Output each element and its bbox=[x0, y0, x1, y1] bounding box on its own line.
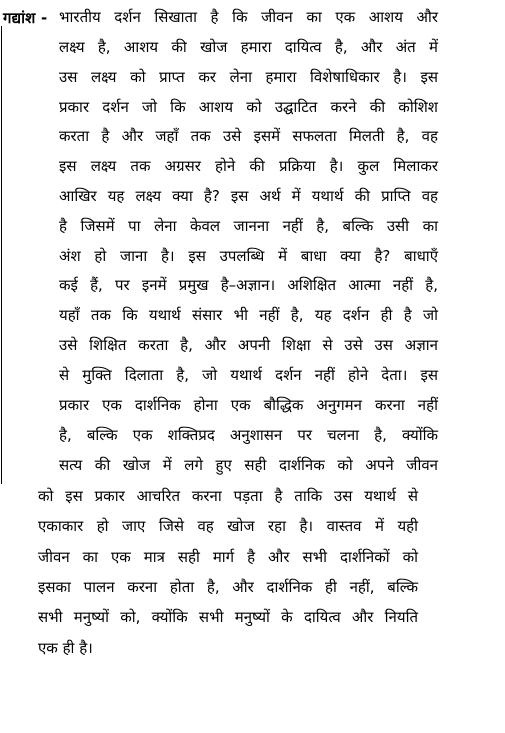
passage-line: से मुक्ति दिलाता है, जो यथार्थ दर्शन नहीं होने देता। इस bbox=[59, 366, 438, 384]
passage-line: आखिर यह लक्ष्य क्या है? इस अर्थ में यथार्थ की प्राप्ति वह bbox=[59, 187, 438, 205]
passage-line: इसका पालन करना होता है, और दार्शनिक ही नहीं, बल्कि bbox=[38, 578, 418, 596]
passage-line: है, बल्कि एक शक्तिप्रद अनुशासन पर चलना है, क्योंकि bbox=[59, 426, 438, 444]
passage-line: एक ही है। bbox=[38, 639, 93, 657]
passage-line: कई हैं, पर इनमें प्रमुख है–अज्ञान। अशिक्षित आत्मा नहीं है, bbox=[59, 276, 438, 294]
passage-line: है जिसमें पा लेना केवल जानना नहीं है, बल्कि उसी का bbox=[59, 217, 438, 235]
margin-rule bbox=[1, 26, 2, 484]
passage-line: सत्य की खोज में लगे हुए सही दार्शनिक को अपने जीवन bbox=[59, 456, 438, 474]
passage-line: भारतीय दर्शन सिखाता है कि जीवन का एक आशय और bbox=[59, 8, 438, 26]
passage-line: को इस प्रकार आचरित करना पड़ता है ताकि उस यथार्थ से bbox=[38, 487, 418, 505]
passage-label: गद्यांश - bbox=[3, 9, 48, 27]
passage-line: प्रकार दर्शन जो कि आशय को उद्घाटित करने की कोशिश bbox=[59, 98, 438, 116]
passage-line: जीवन का एक मात्र सही मार्ग है और सभी दार्शनिकों को bbox=[38, 548, 418, 566]
passage-line: उसे शिक्षित करता है, और अपनी शिक्षा से उसे उस अज्ञान bbox=[59, 336, 438, 354]
passage-line: सभी मनुष्यों को, क्योंकि सभी मनुष्यों के दायित्व और नियति bbox=[38, 608, 418, 626]
passage-line: उस लक्ष्य को प्राप्त कर लेना हमारा विशेषाधिकार है। इस bbox=[59, 68, 438, 86]
passage-line: प्रकार एक दार्शनिक होना एक बौद्धिक अनुगमन करना नहीं bbox=[59, 396, 438, 414]
passage-line: यहाँ तक कि यथार्थ संसार भी नहीं है, यह दर्शन ही है जो bbox=[59, 306, 438, 324]
passage-line: करता है और जहाँ तक उसे इसमें सफलता मिलती है, वह bbox=[59, 127, 438, 145]
passage-line: एकाकार हो जाए जिसे वह खोज रहा है। वास्तव में यही bbox=[38, 517, 418, 535]
passage-line: लक्ष्य है, आशय की खोज हमारा दायित्व है, और अंत में bbox=[59, 38, 438, 56]
passage-line: अंश हो जाना है। इस उपलब्धि में बाधा क्या है? बाधाएँ bbox=[59, 247, 438, 265]
passage-line: इस लक्ष्य तक अग्रसर होने की प्रक्रिया है। कुल मिलाकर bbox=[59, 157, 438, 175]
